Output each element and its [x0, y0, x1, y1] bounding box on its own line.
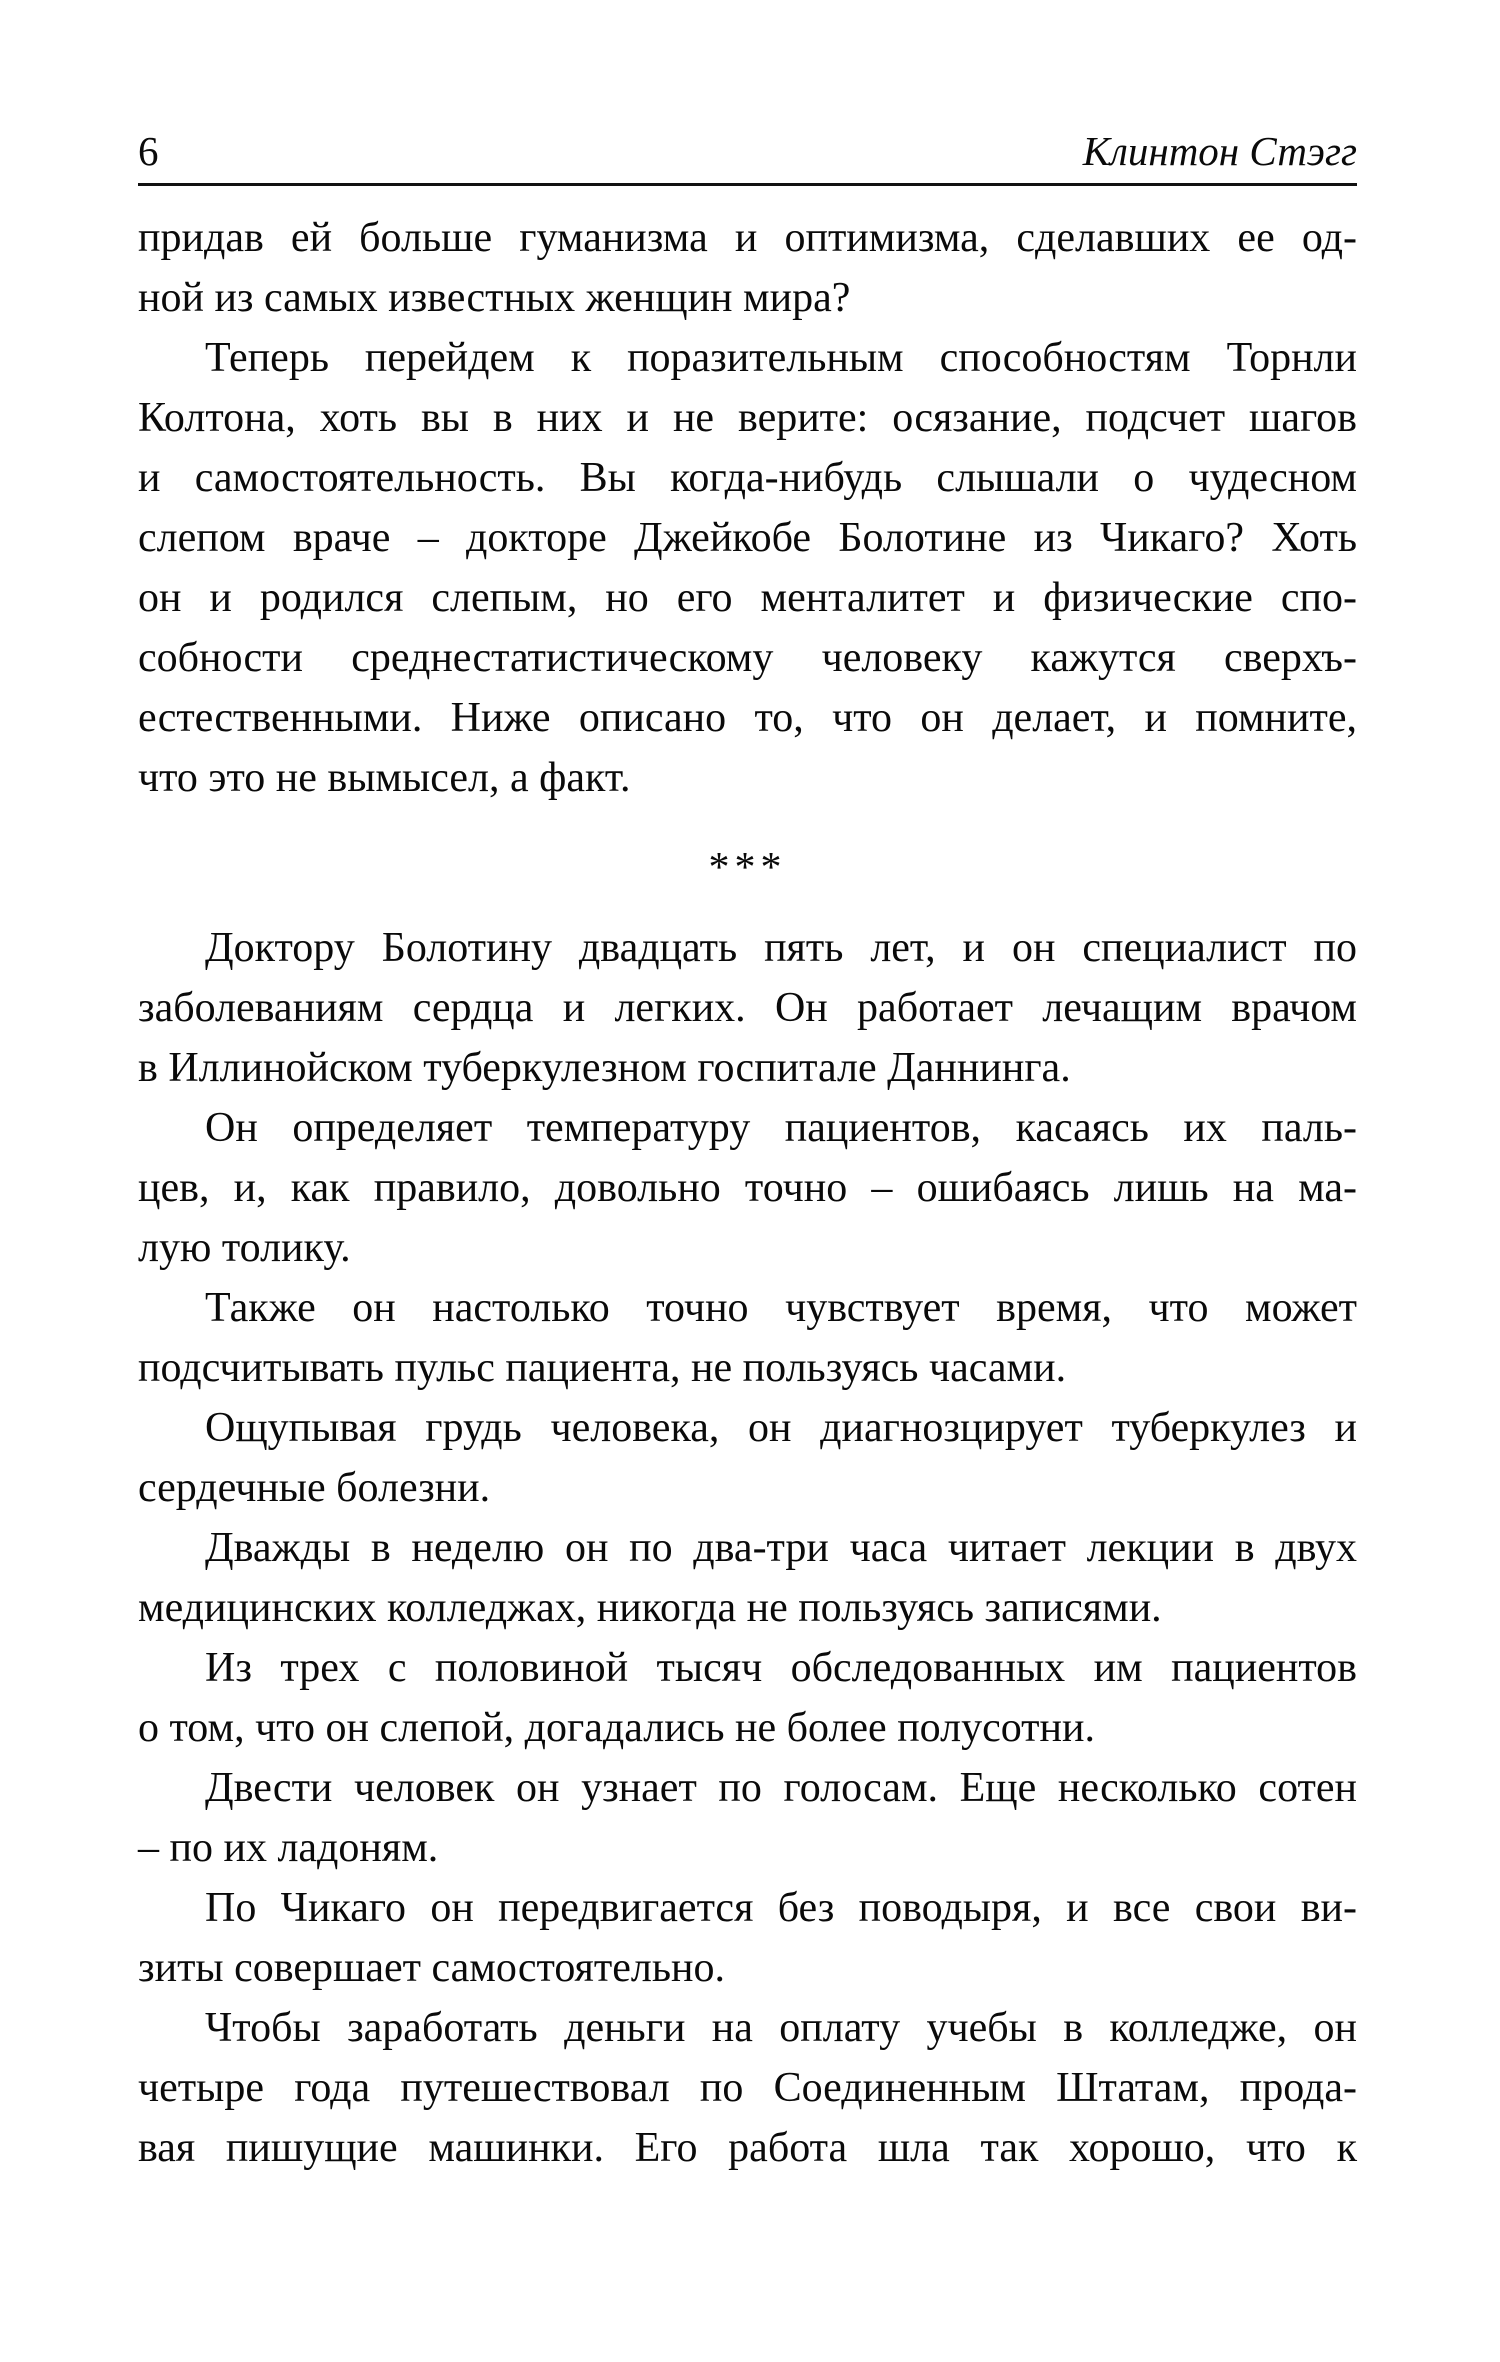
text-line: четыре года путешествовал по Соединенным Штатам, прода- [138, 2065, 1357, 2111]
text-line: он и родился слепым, но его менталитет и физические спо- [138, 575, 1357, 621]
paragraph [138, 1278, 1357, 1398]
text-line: заболеваниям сердца и легких. Он работает лечащим врачом [138, 985, 1357, 1031]
text-line: По Чикаго он передвигается без поводыря, и все свои ви- [205, 1885, 1357, 1931]
paragraph [138, 918, 1357, 1098]
text-line: о том, что он слепой, догадались не более полусотни. [138, 1705, 1095, 1751]
page-body [138, 208, 1357, 2178]
text-line: в Иллинойском туберкулезном госпитале Даннинга. [138, 1045, 1071, 1091]
text-line: слепом враче – докторе Джейкобе Болотине из Чикаго? Хоть [138, 515, 1357, 561]
text-line: Также он настолько точно чувствует время, что может [205, 1285, 1357, 1331]
text-line: цев, и, как правило, довольно точно – ошибаясь лишь на ма- [138, 1165, 1357, 1211]
paragraph [138, 1098, 1357, 1278]
section-separator: *** [708, 845, 787, 891]
text-line: Чтобы заработать деньги на оплату учебы в колледже, он [205, 2005, 1357, 2051]
text-line: Колтона, хоть вы в них и не верите: осязание, подсчет шагов [138, 395, 1357, 441]
paragraph [138, 1758, 1357, 1878]
text-line: Он определяет температуру пациентов, касаясь их паль- [205, 1105, 1357, 1151]
text-line: Доктору Болотину двадцать пять лет, и он специалист по [205, 925, 1357, 971]
text-line: Дважды в неделю он по два-три часа читает лекции в двух [205, 1525, 1357, 1571]
text-line: собности среднестатистическому человеку кажутся сверхъ- [138, 635, 1357, 681]
text-line: Теперь перейдем к поразительным способностям Торнли [205, 335, 1357, 381]
paragraph [138, 1878, 1357, 1998]
text-line: лую толику. [138, 1225, 351, 1271]
text-line: придав ей больше гуманизма и оптимизма, сделавших ее од- [138, 215, 1357, 261]
page-header [138, 128, 1357, 186]
text-line: естественными. Ниже описано то, что он делает, и помните, [138, 695, 1357, 741]
text-line: Ощупывая грудь человека, он диагнозцирует туберкулез и [205, 1405, 1357, 1451]
running-title-author: Клинтон Стэгг [1082, 128, 1357, 174]
text-line: зиты совершает самостоятельно. [138, 1945, 725, 1991]
paragraph [138, 1398, 1357, 1518]
text-line: Двести человек он узнает по голосам. Еще несколько сотен [205, 1765, 1357, 1811]
paragraph [138, 328, 1357, 808]
text-line: медицинских колледжах, никогда не пользуясь записями. [138, 1585, 1162, 1631]
text-line: – по их ладоням. [138, 1825, 439, 1871]
paragraph [138, 208, 1357, 328]
text-line: и самостоятельность. Вы когда-нибудь слышали о чудесном [138, 455, 1357, 501]
text-line: Из трех с половиной тысяч обследованных им пациентов [205, 1645, 1357, 1691]
paragraph [138, 1518, 1357, 1638]
text-line: ной из самых известных женщин мира? [138, 275, 851, 321]
paragraph [138, 1638, 1357, 1758]
text-line: что это не вымысел, а факт. [138, 755, 631, 801]
page-number: 6 [138, 128, 159, 174]
text-line: сердечные болезни. [138, 1465, 491, 1511]
text-line: вая пишущие машинки. Его работа шла так хорошо, что к [138, 2125, 1357, 2171]
text-line: подсчитывать пульс пациента, не пользуясь часами. [138, 1345, 1067, 1391]
paragraph [138, 1998, 1357, 2178]
